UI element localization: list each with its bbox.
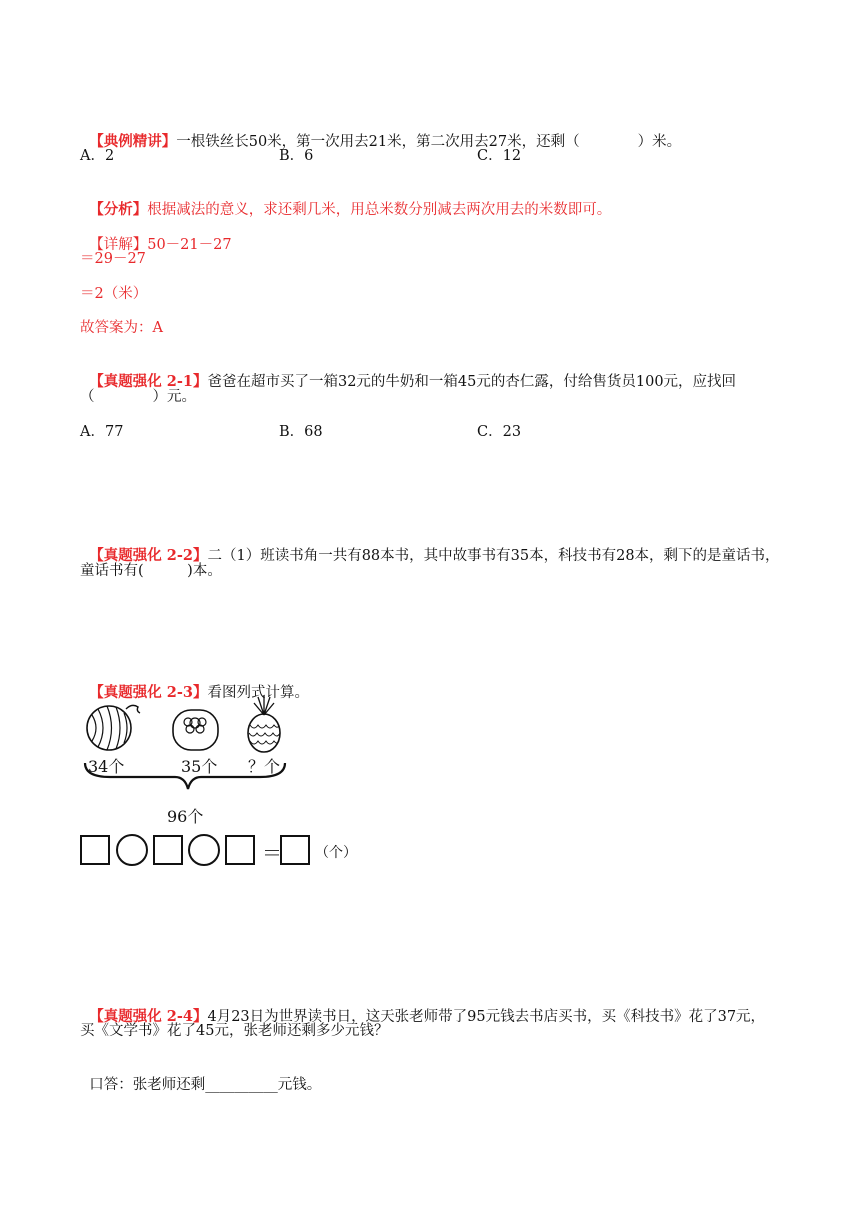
detail-line-2: ＝29－27 xyxy=(80,251,146,267)
q4-line1: 4月23日为世界读书日，这天张老师带了95元钱去书店买书，买《科技书》花了37元， xyxy=(207,1009,766,1025)
example-analysis xyxy=(80,180,611,220)
result-box[interactable] xyxy=(280,835,310,865)
q1-line1: 爸爸在超市买了一箱32元的牛奶和一箱45元的杏仁露，付给售货员100元，应找回 xyxy=(207,374,737,390)
q1-option-c: C．23 xyxy=(477,424,522,440)
operator-circle-1[interactable] xyxy=(116,834,148,866)
q3-tag: 【真题强化 2-3】 xyxy=(89,684,208,701)
answer-box-1[interactable] xyxy=(80,835,110,865)
example-answer: 故答案为：A xyxy=(80,320,163,336)
example-option-b: B．6 xyxy=(279,148,314,164)
pineapple-icon xyxy=(248,695,280,752)
q3-text: 看图列式计算。 xyxy=(207,685,309,701)
answer-box-2[interactable] xyxy=(153,835,183,865)
example-question-text: 一根铁丝长50米，第一次用去21米，第二次用去27米，还剩（ ）米。 xyxy=(176,134,682,150)
q4-answer xyxy=(80,1055,321,1095)
example-question xyxy=(80,112,681,152)
persimmon-icon xyxy=(173,710,218,750)
unit-label: （个） xyxy=(315,845,357,861)
count-label-persimmon: 35个 xyxy=(181,757,218,776)
q4-answer-suffix: 元钱。 xyxy=(277,1077,322,1093)
q4-line2: 买《文学书》花了45元，张老师还剩多少元钱？ xyxy=(80,1023,389,1039)
example-tag: 【典例精讲】 xyxy=(89,133,177,150)
q1-option-a: A．77 xyxy=(80,424,124,440)
example-option-a: A．2 xyxy=(80,148,115,164)
equals-sign: ＝ xyxy=(262,841,282,865)
count-label-pineapple: ？个 xyxy=(248,757,281,776)
count-label-watermelon: 34个 xyxy=(88,757,125,776)
q2-question xyxy=(80,526,780,566)
q2-tag: 【真题强化 2-2】 xyxy=(89,547,208,564)
q2-line1: 二（1）班读书角一共有88本书，其中故事书有35本，科技书有28本，剩下的是童话书， xyxy=(207,548,780,564)
answer-box-3[interactable] xyxy=(225,835,255,865)
watermelon-icon xyxy=(87,705,140,750)
q1-option-b: B．68 xyxy=(279,424,323,440)
q1-tag: 【真题强化 2-1】 xyxy=(89,373,208,390)
q2-line2: 童话书有( )本。 xyxy=(80,563,222,579)
detail-line-1: 50－21－27 xyxy=(147,237,232,253)
q4-answer-blank[interactable]: __________ xyxy=(205,1077,278,1093)
q1-question xyxy=(80,352,736,392)
detail-line-3: ＝2（米） xyxy=(80,286,148,302)
operator-circle-2[interactable] xyxy=(188,834,220,866)
analysis-tag: 【分析】 xyxy=(89,201,148,218)
q4-answer-prefix: 口答：张老师还剩 xyxy=(89,1077,206,1093)
q4-tag: 【真题强化 2-4】 xyxy=(89,1008,208,1025)
analysis-text: 根据减法的意义，求还剩几米，用总米数分别减去两次用去的米数即可。 xyxy=(147,202,612,218)
detail-tag: 【详解】 xyxy=(89,237,148,253)
q1-line2: （ ）元。 xyxy=(80,389,196,405)
fruit-figure xyxy=(80,695,370,875)
example-option-c: C．12 xyxy=(477,148,522,164)
total-label: 96个 xyxy=(167,807,204,826)
